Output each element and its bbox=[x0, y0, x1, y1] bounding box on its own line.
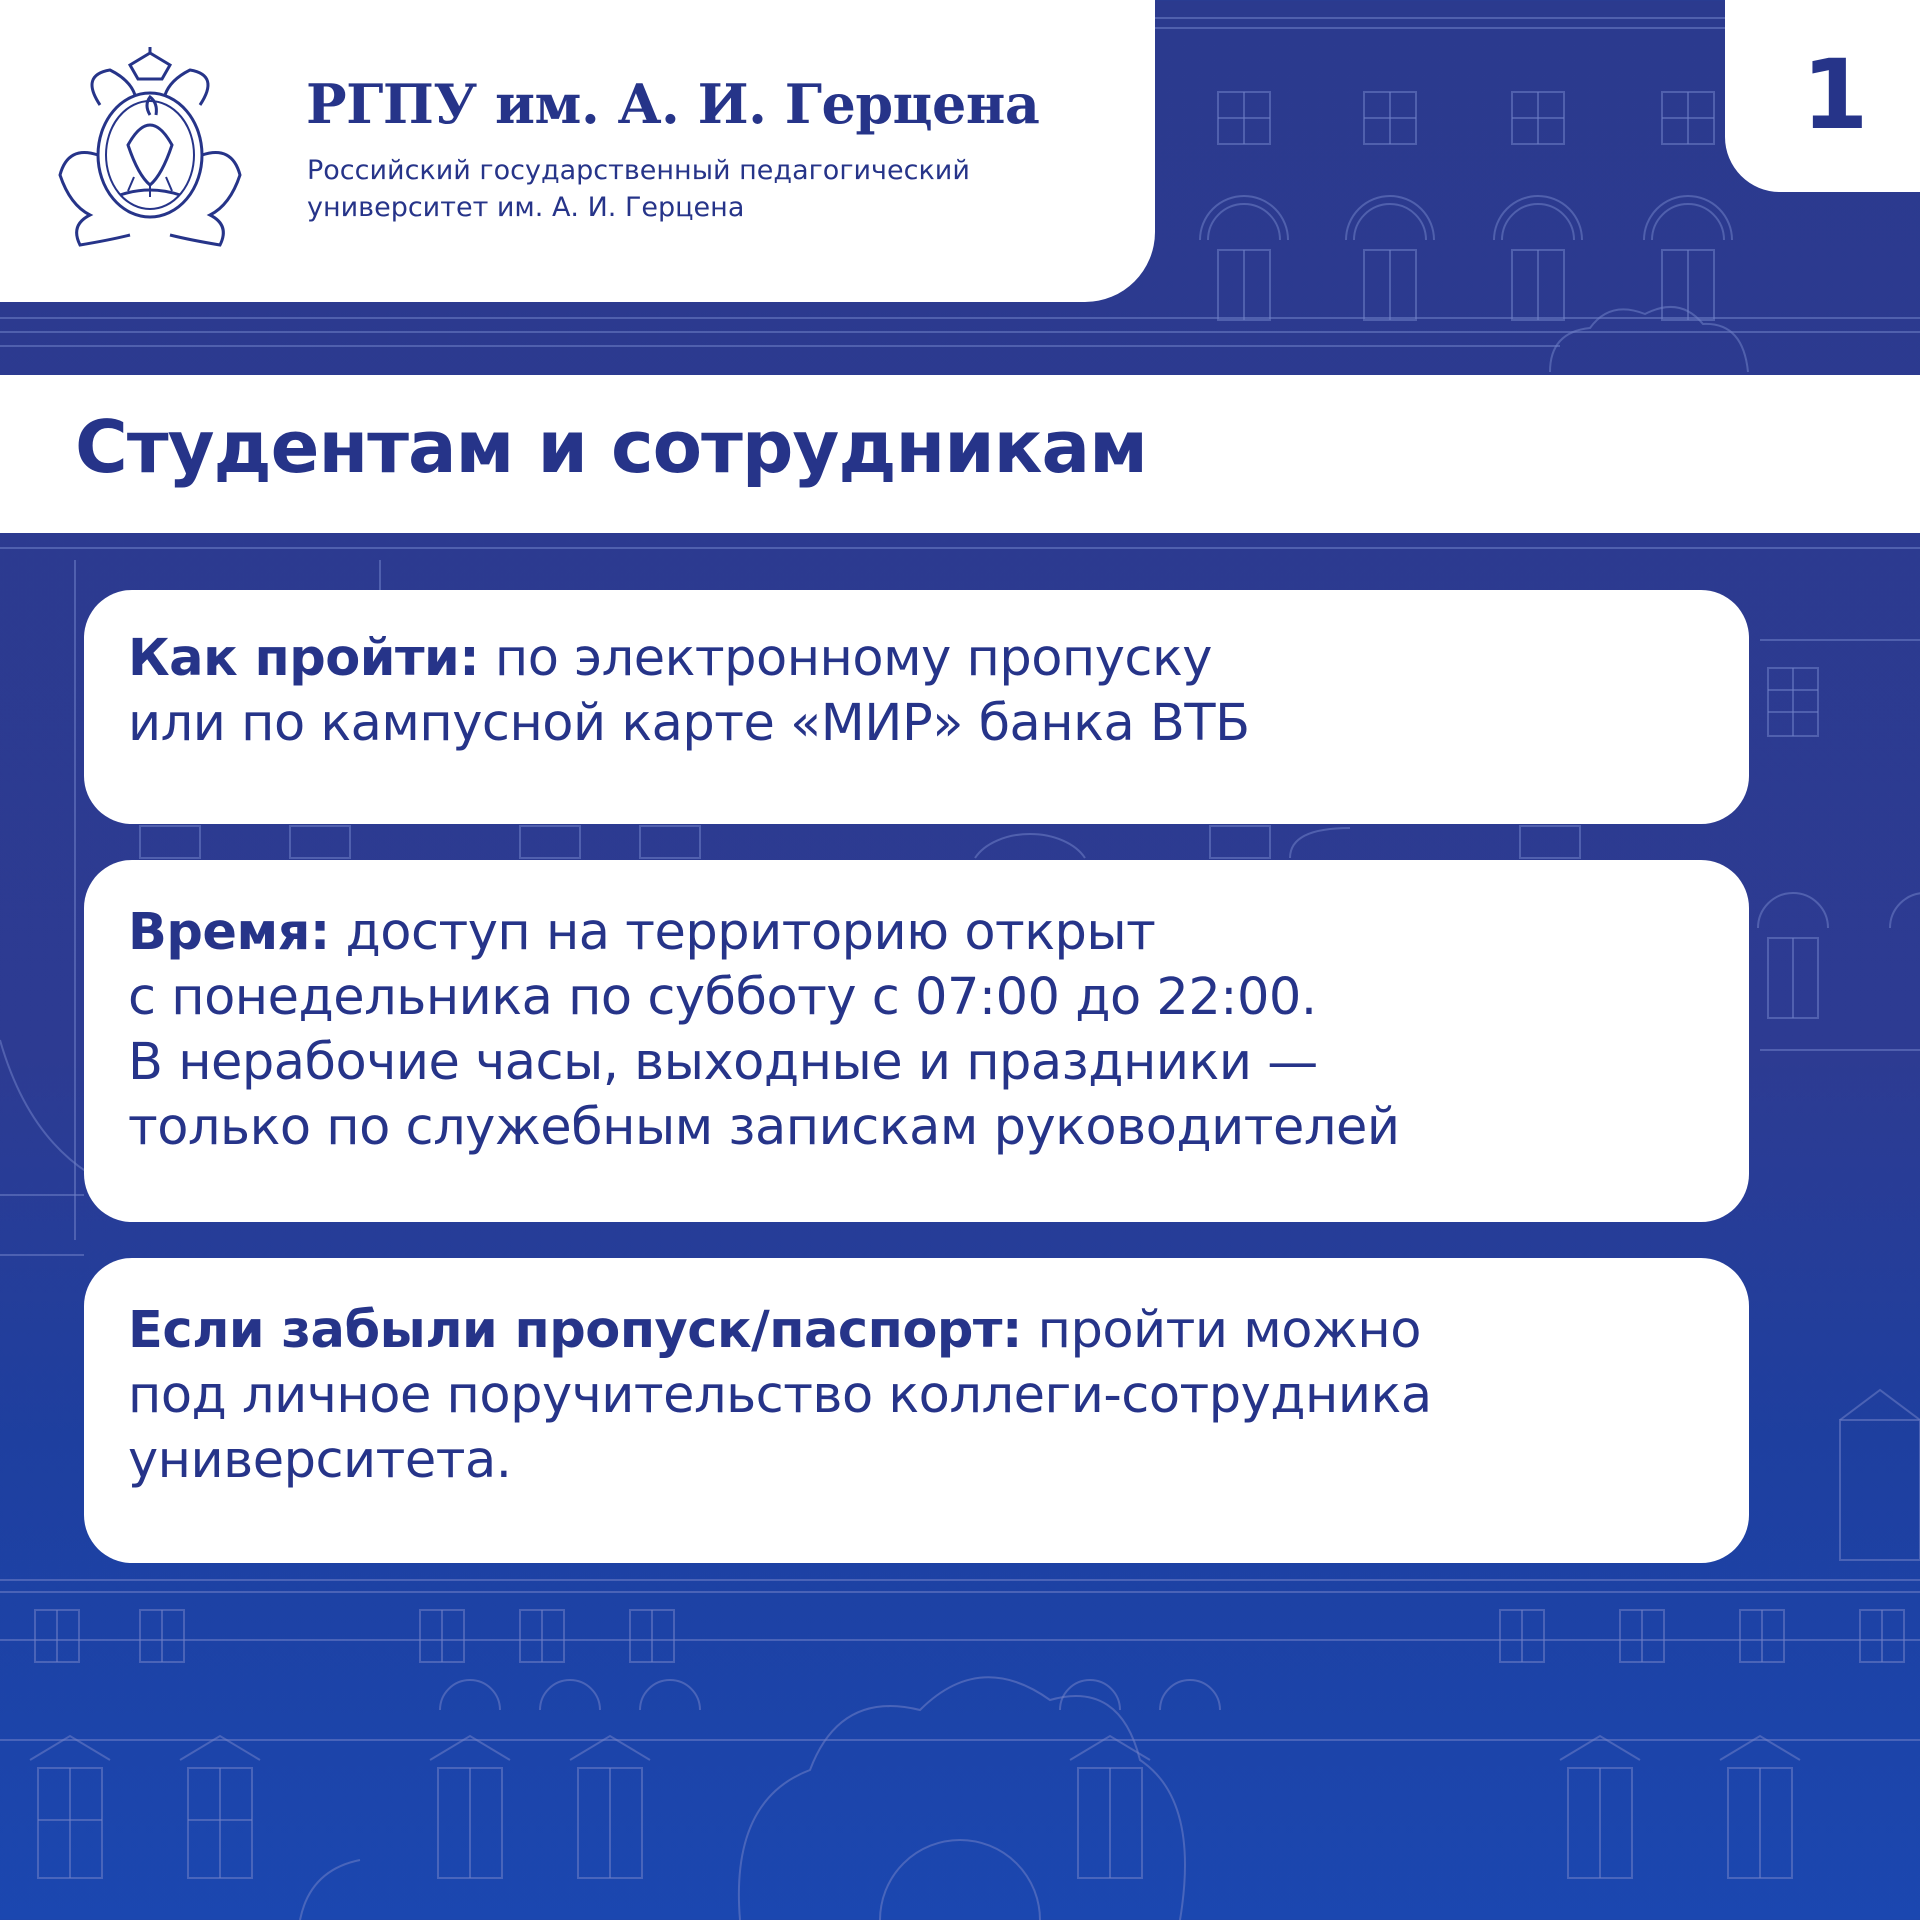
section-title: Студентам и сотрудникам bbox=[75, 405, 1147, 489]
card-text bbox=[128, 900, 1705, 1160]
card-text bbox=[128, 626, 1705, 756]
card-line: только по служебным запискам руководителей bbox=[128, 1098, 1400, 1157]
university-subtitle bbox=[307, 152, 970, 226]
card-label: Как пройти: bbox=[128, 629, 480, 688]
card-line: или по кампусной карте «МИР» банка ВТБ bbox=[128, 694, 1250, 753]
card-line: по электронному пропуску bbox=[494, 629, 1212, 688]
card-label: Время: bbox=[128, 903, 330, 962]
pelican-emblem-icon bbox=[50, 45, 250, 255]
info-card-forgot-pass bbox=[84, 1258, 1749, 1563]
card-line: пройти можно bbox=[1037, 1301, 1421, 1360]
page-number: 1 bbox=[1801, 39, 1869, 151]
info-card-how-to-enter bbox=[84, 590, 1749, 824]
subtitle-line-2: университет им. А. И. Герцена bbox=[307, 192, 745, 223]
card-text bbox=[128, 1298, 1705, 1493]
card-label: Если забыли пропуск/паспорт: bbox=[128, 1301, 1022, 1360]
info-card-time bbox=[84, 860, 1749, 1222]
card-line: с понедельника по субботу с 07:00 до 22:00. bbox=[128, 968, 1317, 1027]
card-line: под личное поручительство коллеги-сотрудника bbox=[128, 1366, 1432, 1425]
card-line: В нерабочие часы, выходные и праздники — bbox=[128, 1033, 1318, 1092]
card-line: доступ на территорию открыт bbox=[345, 903, 1156, 962]
subtitle-line-1: Российский государственный педагогический bbox=[307, 155, 970, 186]
university-title: РГПУ им. А. И. Герцена bbox=[306, 72, 1040, 136]
card-line: университета. bbox=[128, 1431, 512, 1490]
